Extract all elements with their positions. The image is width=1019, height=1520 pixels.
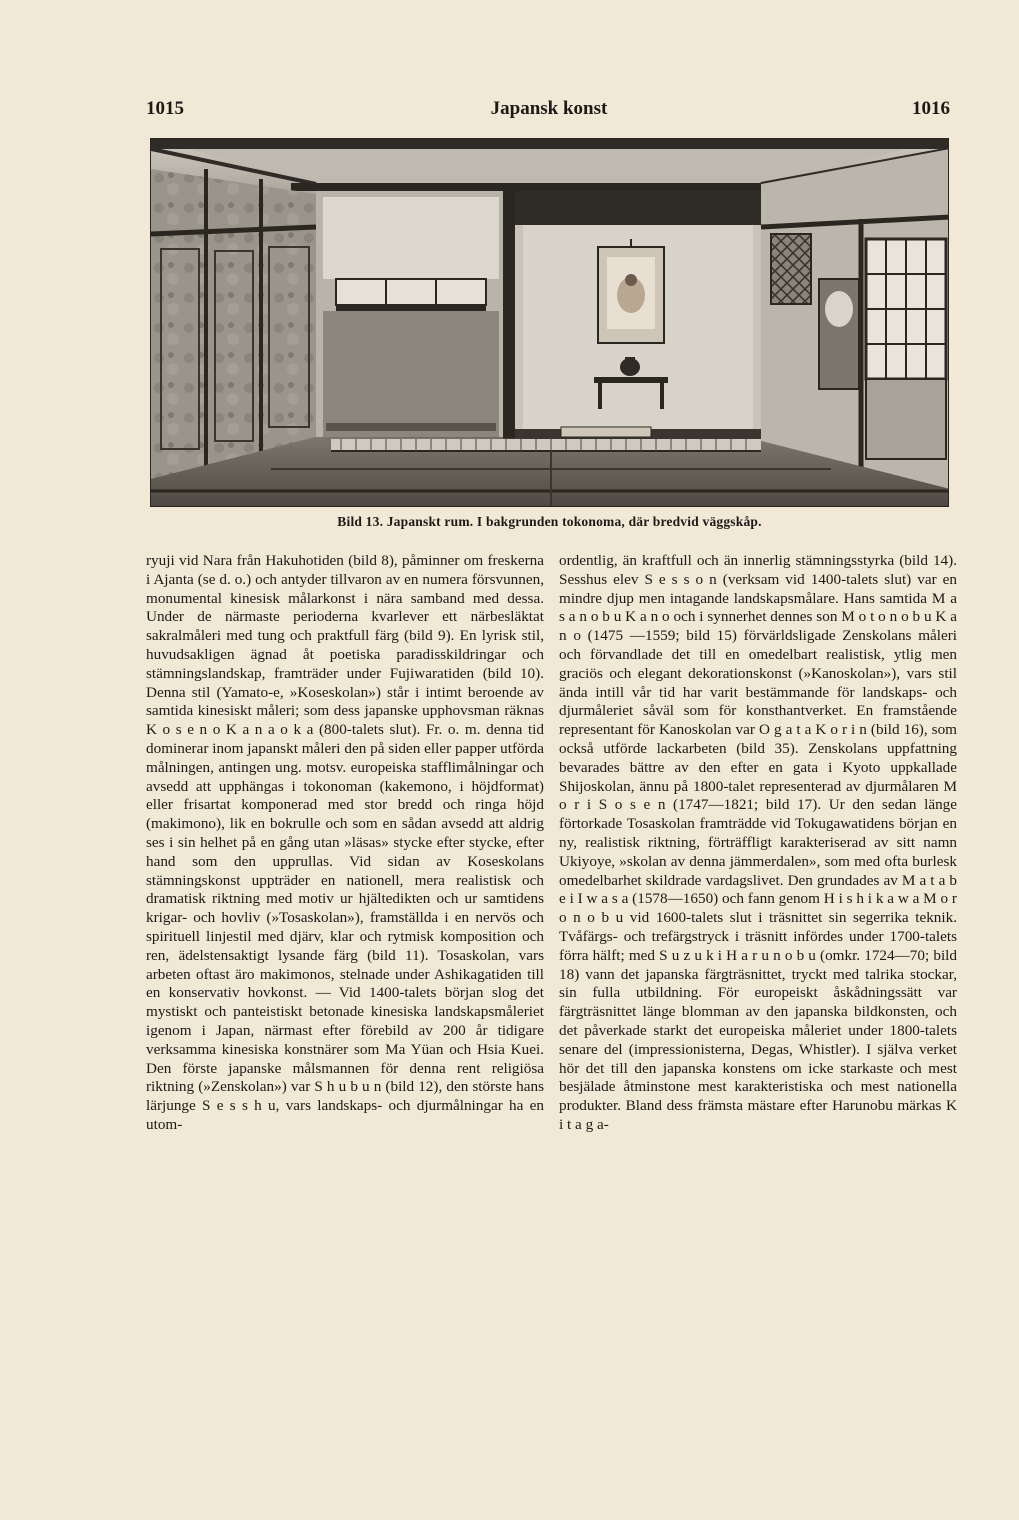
running-title: Japansk konst (490, 98, 608, 119)
left-column-paragraph: ryuji vid Nara från Hakuhotiden (bild 8), påminner om freskerna i Ajanta (se d. o.) och antyder tillvaron av en numera försvunnen, monumental kinesisk målarkonst i nära samband med dessa. Under de närmaste perioderna kvarlever ett närbesläktat sakralmåleri med tung och praktfull färg (bild 9). En lyrisk stil, huvudsakligen ägnad åt poetiska paradisskildringar och stämningslandskap, framträder under Fujiwaratiden (bild 10). Denna stil (Yamato-e, »Koseskolan») står i intimt beroende av samtida kinesiskt måleri; som dess japanske upphovsman räknas K o s e n o K a n a o k a (800-talets slut). Fr. o. m. denna tid dominerar inom japanskt måleri den på siden eller papper utförda målningen, antingen ung. motsv. europeiska stafflimålningar och avsedd att upphängas i tokonoman (kakemono, i höjdformat) eller frisartat komponerad med stor bredd och ringa höjd (makimono), lik en bokrulle och som en sådan avsedd att aldrig ses i sin helhet på en gång utan »läsas» stycke efter stycke, efter hand som den upprullas. Vid sidan av Koseskolans stämningskonst uppträder en nationell, mera realistisk och dramatisk riktning med motiv ur hjältedikten och ur samtidens krigar- och hovliv (»Tosaskolan»), framställda i en nervös och spirituell linjestil med djärv, klar och rytmisk komposition och ren, ädelstensaktigt lysande färg (bild 11). Tosaskolan, vars arbeten oftast äro makimonos, stelnade under Ashikagatiden till en konservativ hovkonst. — Vid 1400-talets början slog det mystiskt och panteistiskt betonade kinesiska landskapsmåleriet igenom i Japan, närmast efter förebild av 200 år tidigare verksamma kinesiska konstnärer som Ma Yüan och Hsia Kuei. Den förste japanske målsmannen för denna rent religiösa riktning (»Zenskolan») var S h u b u n (bild 12), den störste hans lärjunge S e s s h u, vars landskaps- och djurmålningar ha en utom- (146, 552, 544, 1133)
right-column-paragraph: ordentlig, än kraftfull och än innerlig stämningsstyrka (bild 14). Sesshus elev S e s s o n (verksam vid 1400-talets slut) var en mindre djup men intagande landskapsmålare. Hans samtida M a s a n o b u K a n o och i synnerhet dennes son M o t o n o b u K a n o (1475 —1559; bild 15) förvärldsligade Zenskolans måleri och förvandlade det till en omedelbart realistisk, ytlig men graciös och elegant dekorationskonst (»Kanoskolan»), vars stil ända intill vår tid har varit bestämmande för landskaps- och djurmåleriet såväl som för konsthantverket. En framstående representant för Kanoskolan var O g a t a K o r i n (bild 16), som också utförde lackarbeten (bild 35). Zenskolans uppfattning bevarades bättre av den efter en gata i Kyoto uppkallade Shijoskolan, ännu på 1800-talet representerad av djurmålaren M o r i S o s e n (1747—1821; bild 17). Ur den sedan länge förtorkade Tosaskolan framträdde vid Tokugawatidens början en ny, realistisk riktning, förträffligt karakteriserad av sitt namn Ukiyoye, »skolan av denna jämmerdalen», som med ofta burlesk omedelbarhet skildrade vardagslivet. Den grundades av M a t a b e i I w a s a (1578—1650) och fann genom H i s h i k a w a M o r o n o b u vid 1600-talets slut i träsnittet sin segerrika teknik. Tvåfärgs- och trefärgstryck i träsnitt infördes under 1700-talets förra hälft; med S u z u k i H a r u n o b u (omkr. 1724—70; bild 18) vann det japanska färgträsnittet, tryckt med talrika stockar, sin fulla utbildning. För europeiskt åskådningssätt var färgträsnittet länge blomman av den japanska bildkonsten, och det påverkade starkt det europeiska måleriet under 1800-talets senare del (impressionisterna, Degas, Whistler). I själva verket hör det till den japanska konstens om icke starkaste och mest besjälade åtminstone mest karakteristiska och mest nationella produkter. Bland dess främsta mästare efter Harunobu märkas K i t a g a- (559, 552, 957, 1133)
page-header (146, 98, 952, 124)
room-illustration (151, 139, 949, 507)
text-column-left (146, 552, 544, 1135)
japanese-room-photograph (150, 138, 949, 507)
page-number-left: 1015 (146, 98, 184, 119)
page-number-right: 1016 (912, 98, 950, 119)
figure-caption: Bild 13. Japanskt rum. I bakgrunden tokonoma, där bredvid väggskåp. (337, 514, 762, 529)
text-column-right (559, 552, 957, 1135)
